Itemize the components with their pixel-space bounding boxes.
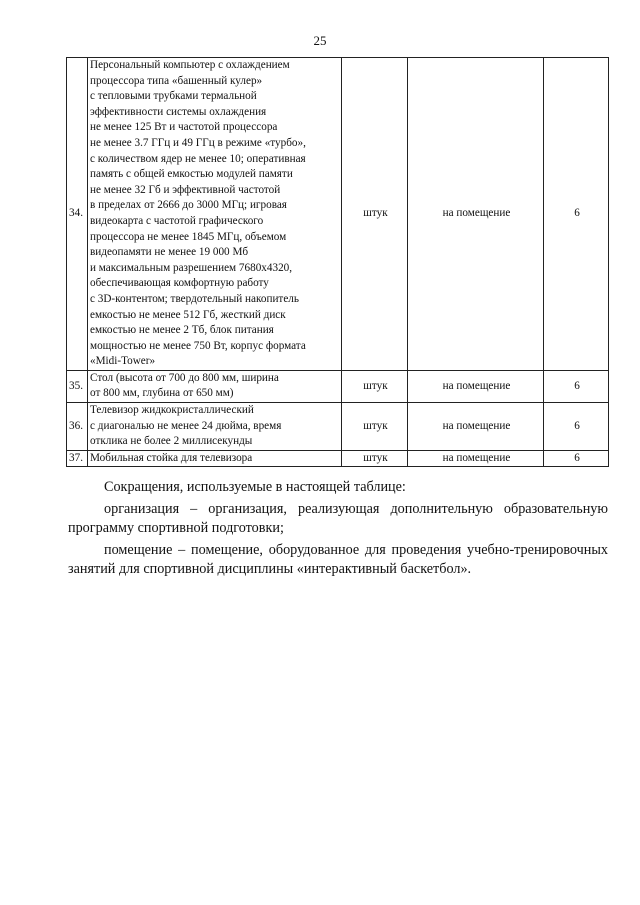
table-row: [67, 450, 609, 467]
table-row: [67, 403, 609, 451]
table-row: [67, 370, 609, 402]
row-unit: штук: [342, 58, 408, 371]
row-calculation-unit: на помещение: [408, 370, 544, 402]
table-row: [67, 58, 609, 371]
row-description: Телевизор жидкокристаллический с диагональю не менее 24 дюйма, время отклика не более 2 миллисекунды: [88, 403, 342, 451]
row-quantity: 6: [544, 450, 609, 467]
row-description: Стол (высота от 700 до 800 мм, ширина от 800 мм, глубина от 650 мм): [88, 370, 342, 402]
page-number: 25: [313, 33, 327, 48]
row-description: Персональный компьютер с охлаждением процессора типа «башенный кулер» с тепловыми трубками термальной эффективности системы охлаждения не менее 125 Вт и частотой процессора не менее 3.7 ГГц и 49 ГГц в режиме «турбо», с количеством ядер не менее 10; оперативная память с общей емкостью модулей памяти не менее 32 Гб и эффективной частотой в пределах от 2666 до 3000 МГц; игровая видеокарта с частотой графического процессора не менее 1845 МГц, объемом видеопамяти не менее 19 000 Мб и максимальным разрешением 7680x4320, обеспечивающая комфортную работу с 3D-контентом; твердотельный накопитель емкостью не менее 512 Гб, жесткий диск емкостью не менее 2 Тб, блок питания мощностью не менее 750 Вт, корпус формата «Midi-Tower»: [88, 58, 342, 371]
row-calculation-unit: на помещение: [408, 450, 544, 467]
row-number: 37.: [67, 450, 88, 467]
abbreviation-room: помещение – помещение, оборудованное для проведения учебно-тренировочных занятий для спортивной дисциплины «интерактивный баскетбол».: [68, 541, 608, 578]
row-quantity: 6: [544, 403, 609, 451]
row-unit: штук: [342, 450, 408, 467]
abbreviations-heading: Сокращения, используемые в настоящей таблице:: [104, 479, 406, 495]
row-unit: штук: [342, 370, 408, 402]
row-number: 36.: [67, 403, 88, 451]
row-calculation-unit: на помещение: [408, 403, 544, 451]
row-quantity: 6: [544, 58, 609, 371]
row-quantity: 6: [544, 370, 609, 402]
row-number: 35.: [67, 370, 88, 402]
abbreviation-organization: организация – организация, реализующая дополнительную образовательную программу спортивной подготовки;: [68, 500, 608, 537]
row-calculation-unit: на помещение: [408, 58, 544, 371]
abbreviations-section: [68, 478, 608, 580]
row-unit: штук: [342, 403, 408, 451]
equipment-table: [66, 57, 609, 467]
row-number: 34.: [67, 58, 88, 371]
row-description: Мобильная стойка для телевизора: [88, 450, 342, 467]
